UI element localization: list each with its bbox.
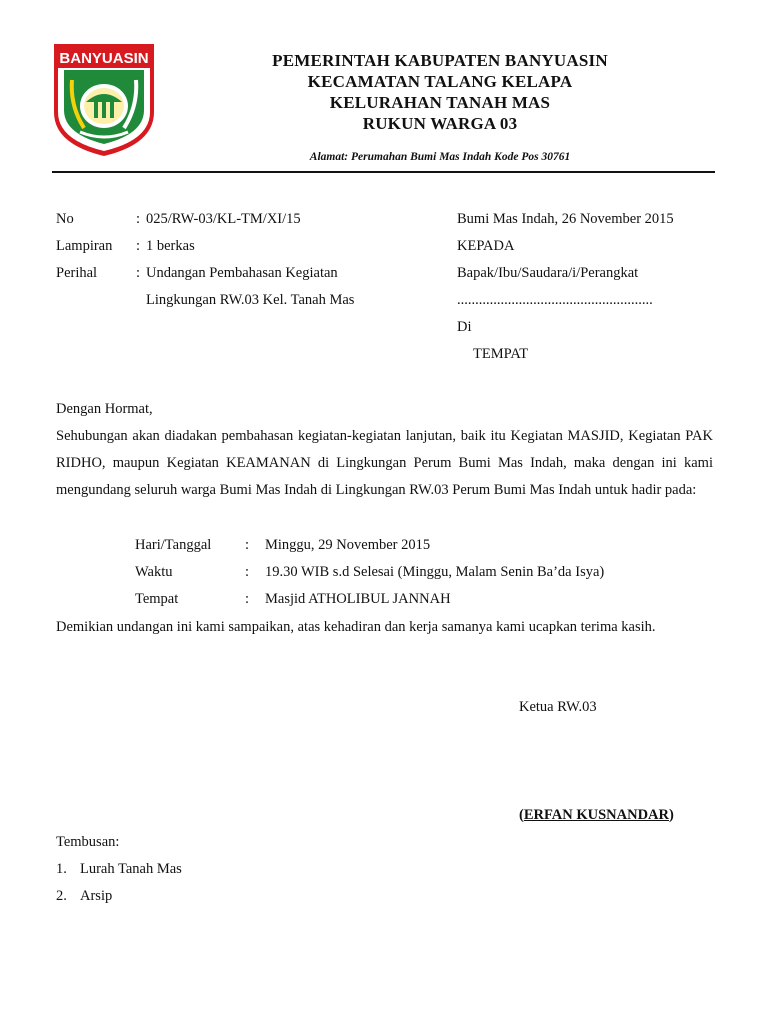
letterhead-line-3: KELURAHAN TANAH MAS: [329, 93, 551, 112]
signature-name: [519, 807, 674, 824]
detail-place-label: Tempat: [135, 591, 179, 607]
meta-subject-value-line2: Lingkungan RW.03 Kel. Tanah Mas: [146, 292, 355, 308]
meta-number-value: 025/RW-03/KL-TM/XI/15: [146, 211, 301, 227]
closing-paragraph: Demikian undangan ini kami sampaikan, atas kehadiran dan kerja samanya kami ucapkan terima kasih.: [56, 619, 656, 635]
detail-date-value: Minggu, 29 November 2015: [265, 537, 431, 553]
letterhead: [170, 50, 710, 134]
tembusan-item-2-number: 2.: [56, 888, 67, 904]
detail-time-value: 19.30 WIB s.d Selesai (Minggu, Malam Senin Ba’da Isya): [265, 564, 605, 580]
recipient-di: Di: [457, 319, 472, 335]
meta-attachment-label: Lampiran: [56, 238, 113, 254]
recipient-to: Bapak/Ibu/Saudara/i/Perangkat: [457, 265, 639, 281]
detail-place-colon: :: [245, 591, 250, 607]
meta-subject-value-line1: Undangan Pembahasan Kegiatan: [146, 265, 338, 281]
banyuasin-emblem-icon: [50, 40, 158, 158]
place-date: Bumi Mas Indah, 26 November 2015: [457, 211, 674, 227]
greeting: Dengan Hormat,: [56, 401, 153, 417]
tembusan-item-2-text: Arsip: [80, 888, 113, 904]
meta-subject-colon: :: [136, 265, 141, 281]
letterhead-line-1: PEMERINTAH KABUPATEN BANYUASIN: [272, 51, 608, 70]
detail-time-colon: :: [245, 564, 250, 580]
letterhead-divider: [52, 171, 715, 173]
detail-time-label: Waktu: [135, 564, 173, 580]
recipient-tempat: TEMPAT: [473, 346, 529, 362]
tembusan-item-1-number: 1.: [56, 861, 67, 877]
tembusan-label: Tembusan:: [56, 834, 120, 850]
meta-subject-label: Perihal: [56, 265, 98, 281]
signature-name-text: ERFAN KUSNANDAR: [523, 807, 669, 823]
meta-attachment-colon: :: [136, 238, 141, 254]
letterhead-line-2: KECAMATAN TALANG KELAPA: [307, 72, 573, 91]
signature-title: Ketua RW.03: [519, 699, 597, 715]
meta-number-colon: :: [136, 211, 141, 227]
tembusan-item-1-text: Lurah Tanah Mas: [80, 861, 182, 877]
signature-close-paren: ): [668, 807, 674, 823]
body-paragraph: Sehubungan akan diadakan pembahasan kegiatan-kegiatan lanjutan, baik itu Kegiatan MASJID, Kegiatan PAK RIDHO, maupun Kegiatan KEAMANAN di Lingkungan Perum Bumi Mas Indah, maka dengan ini kami mengundang seluruh warga Bumi Mas Indah di Lingkungan RW.03 Perum Bumi Mas Indah untuk hadir pada:: [56, 428, 713, 498]
detail-date-colon: :: [245, 537, 250, 553]
letterhead-address: Alamat: Perumahan Bumi Mas Indah Kode Pos 30761: [309, 151, 571, 163]
recipient-kepada: KEPADA: [457, 238, 515, 254]
letterhead-line-4: RUKUN WARGA 03: [362, 114, 518, 133]
detail-date-label: Hari/Tanggal: [135, 537, 212, 553]
recipient-blank-line: ......................................................: [457, 292, 653, 308]
meta-attachment-value: 1 berkas: [146, 238, 195, 254]
logo-text: BANYUASIN: [59, 50, 149, 67]
detail-place-value: Masjid ATHOLIBUL JANNAH: [265, 591, 451, 607]
meta-number-label: No: [56, 211, 74, 227]
signature-open-paren: (: [519, 807, 524, 823]
